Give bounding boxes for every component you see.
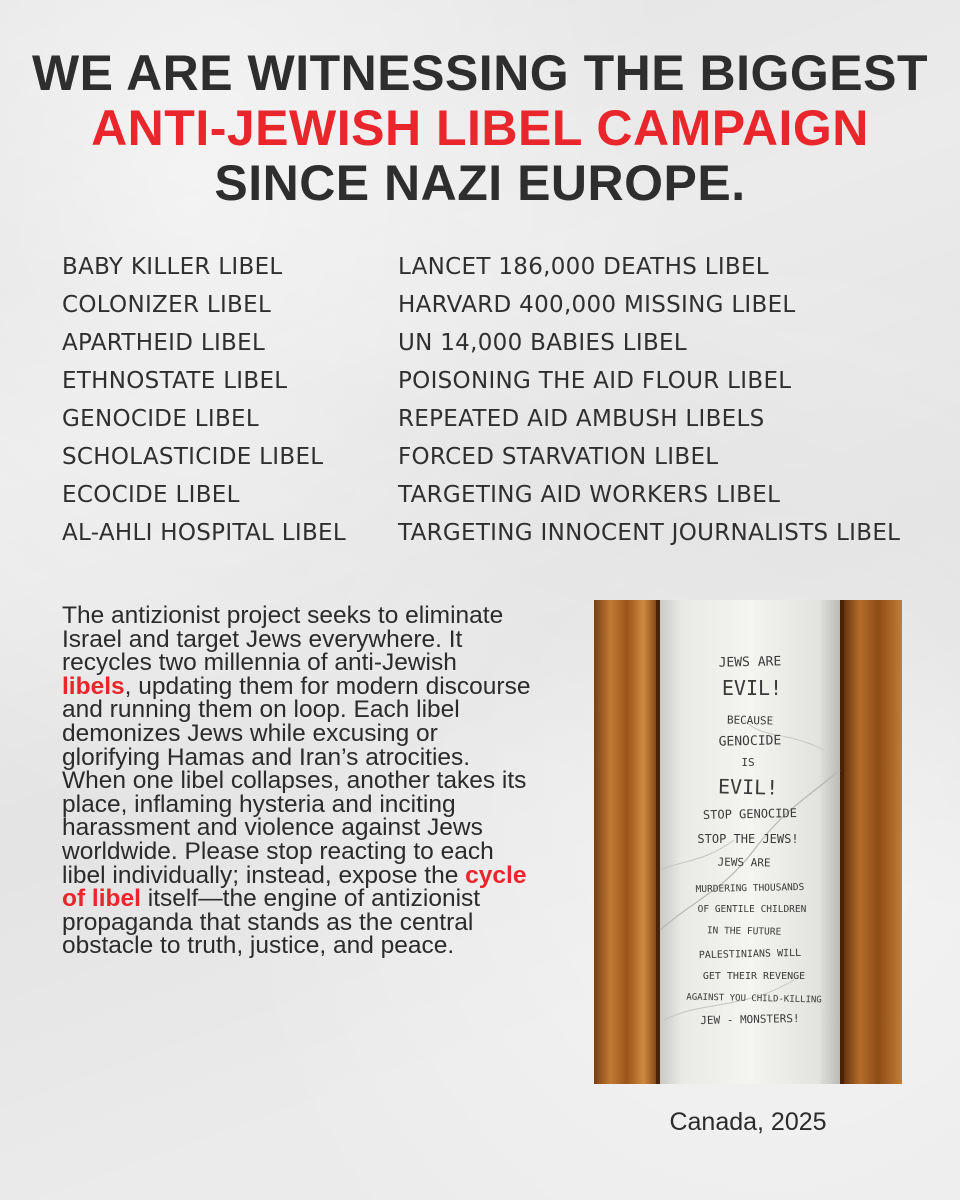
body-text-part-1: The antizionist project seeks to eliminate Israel and target Jews everywhere. It recycles two millennia of anti-Jewish <box>62 602 504 677</box>
body-paragraph <box>62 604 532 958</box>
body-highlight-libels: libels <box>62 672 125 700</box>
libel-item: BABY KILLER LIBEL <box>62 254 283 280</box>
graffiti-line: IS <box>741 756 755 769</box>
graffiti-line: JEWS ARE <box>717 855 771 870</box>
libel-column-left <box>62 248 398 552</box>
graffiti-line: OF GENTILE CHILDREN <box>697 904 807 915</box>
libel-list <box>62 248 942 552</box>
body-text-part-2: , updating them for modern discourse and running them on loop. Each libel demonizes Jews while excusing or glorifying Hamas and Iran’s atrocities. When one libel collapses, another takes its place, inflaming hysteria and inciting harassment and violence against Jews worldwide. Please stop reacting to each libel individually; instead, expose the <box>62 672 531 889</box>
libel-item: SCHOLASTICIDE LIBEL <box>62 444 324 470</box>
libel-item: APARTHEID LIBEL <box>62 330 266 356</box>
graffiti-line: GENOCIDE <box>718 733 782 750</box>
libel-item: HARVARD 400,000 MISSING LIBEL <box>398 292 796 318</box>
graffiti-line: PALESTINIANS WILL <box>698 947 802 962</box>
graffiti-line: STOP GENOCIDE <box>702 806 798 822</box>
libel-column-right <box>398 248 942 552</box>
graffiti-line: EVIL! <box>717 774 779 800</box>
libel-item: UN 14,000 BABIES LIBEL <box>398 330 687 356</box>
libel-item: ECOCIDE LIBEL <box>62 482 240 508</box>
graffiti-line: MURDERING THOUSANDS <box>695 881 805 896</box>
libel-item: TARGETING INNOCENT JOURNALISTS LIBEL <box>398 520 901 546</box>
graffiti-line: BECAUSE <box>726 713 774 728</box>
libel-item: COLONIZER LIBEL <box>62 292 272 318</box>
libel-item: REPEATED AID AMBUSH LIBELS <box>398 406 765 432</box>
body-highlight-cycle-of-libel: cycle of libel <box>62 861 527 913</box>
headline <box>0 46 960 211</box>
headline-line-3: SINCE NAZI EUROPE. <box>214 155 746 211</box>
body-text-part-3: itself—the engine of antizionist propaganda that stands as the central obstacle to truth, justice, and peace. <box>62 885 481 960</box>
libel-item: ETHNOSTATE LIBEL <box>62 368 288 394</box>
libel-item: TARGETING AID WORKERS LIBEL <box>398 482 781 508</box>
libel-item: LANCET 186,000 DEATHS LIBEL <box>398 254 769 280</box>
graffiti-line: GET THEIR REVENGE <box>702 971 806 982</box>
libel-item: GENOCIDE LIBEL <box>62 406 259 432</box>
graffiti-line: IN THE FUTURE <box>706 925 782 938</box>
libel-item: AL-AHLI HOSPITAL LIBEL <box>62 520 346 546</box>
headline-line-1: WE ARE WITNESSING THE BIGGEST <box>31 45 929 101</box>
graffiti-line: JEWS ARE <box>718 654 782 671</box>
graffiti-photo <box>594 600 902 1084</box>
graffiti-line: JEW - MONSTERS! <box>700 1011 800 1028</box>
headline-line-2-highlight: ANTI-JEWISH LIBEL CAMPAIGN <box>91 100 869 156</box>
libel-item: POISONING THE AID FLOUR LIBEL <box>398 368 792 394</box>
libel-item: FORCED STARVATION LIBEL <box>398 444 719 470</box>
graffiti-line: STOP THE JEWS! <box>697 832 799 846</box>
graffiti-line: AGAINST YOU CHILD-KILLING <box>686 992 822 1006</box>
graffiti-line: EVIL! <box>721 676 783 700</box>
photo-caption: Canada, 2025 <box>669 1108 827 1136</box>
